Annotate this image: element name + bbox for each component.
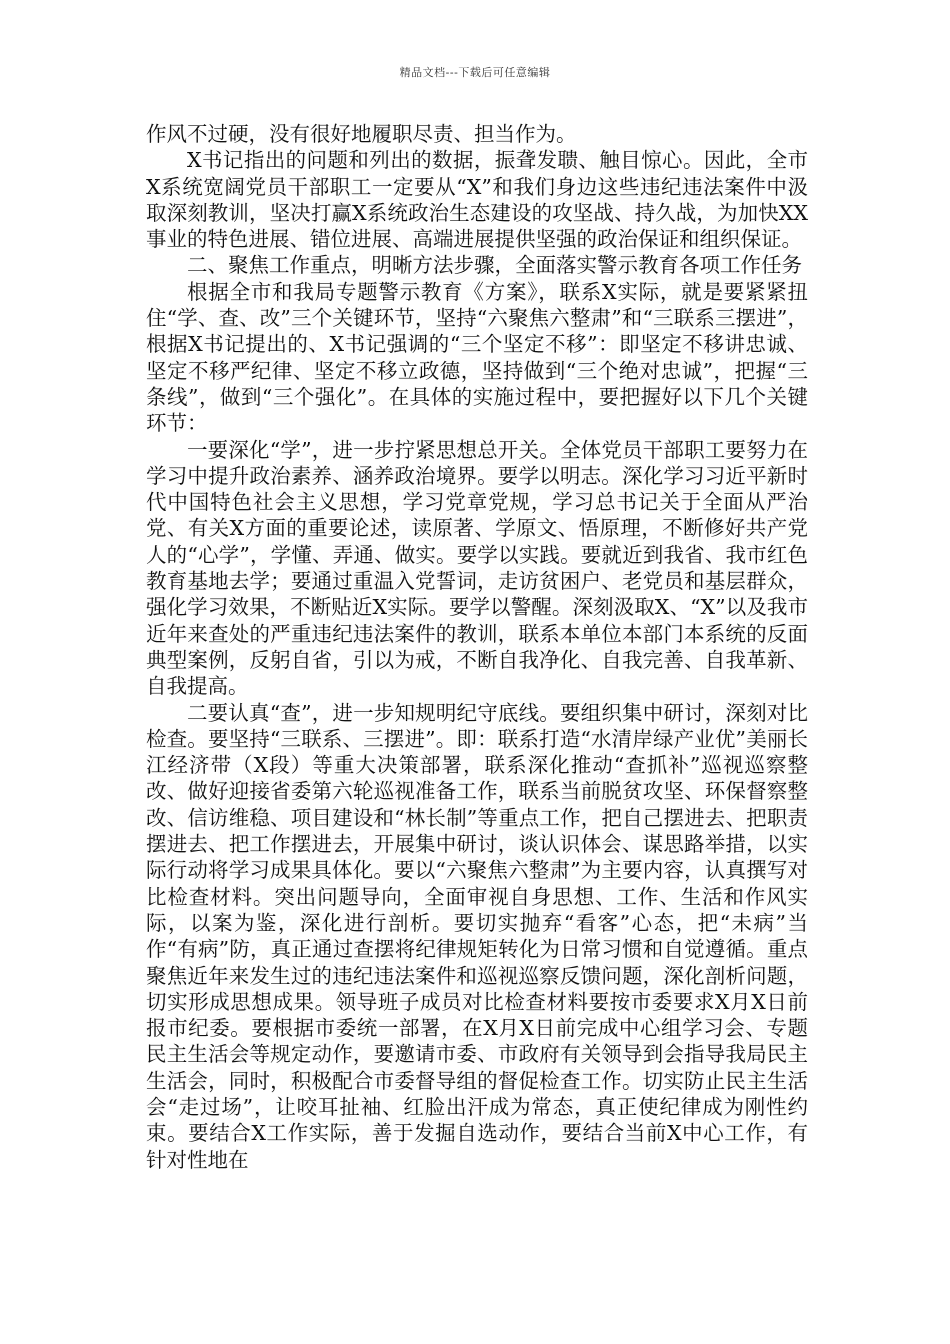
paragraph-continuation: 作风不过硬，没有很好地履职尽责、担当作为。 xyxy=(146,122,577,146)
paragraph-study: 一要深化“学”，进一步拧紧思想总开关。全体党员干部职工要努力在学习中提升政治素养、涵养政治境界。要学以明志。深化学习习近平新时代中国特色社会主义思想，学习党章党规，学习总书记关于全面从严治党、有关X方面的重要论述，读原著、学原文、悟原理，不断修好共产党人的“心学”，学懂、弄通、做实。要学以实践。要就近到我省、我市红色教育基地去学；要通过重温入党誓词，走访贫困户、老党员和基层群众，强化学习效果，不断贴近X实际。要学以警醒。深刻汲取X、“X”以及我市近年来查处的严重违纪违法案件的教训，联系本单位本部门本系统的反面典型案例，反躬自省，引以为戒，不断自我净化、自我完善、自我革新、自我提高。 xyxy=(146,437,808,699)
section-heading-two: 二、聚焦工作重点，明晰方法步骤，全面落实警示教育各项工作任务 xyxy=(187,253,802,278)
paragraph-plan: 根据全市和我局专题警示教育《方案》，联系X实际，就是要紧紧扭住“学、查、改”三个关键环节，坚持“六聚焦六整肃”和“三联系三摆进”，根据X书记提出的、X书记强调的“三个坚定不移”：即坚定不移讲忠诚、坚定不移严纪律、坚定不移立政德，坚持做到“三个绝对忠诚”，把握“三条线”，做到“三个强化”。在具体的实施过程中，要把握好以下几个关键环节： xyxy=(146,279,808,436)
paragraph-lesson: X书记指出的问题和列出的数据，振聋发聩、触目惊心。因此，全市X系统宽阔党员干部职工一定要从“X”和我们身边这些违纪违法案件中汲取深刻教训，坚决打赢X系统政治生态建设的攻坚战、持久战，为加快XX事业的特色进展、错位进展、高端进展提供坚强的政治保证和组织保证。 xyxy=(146,148,808,252)
paragraph-check: 二要认真“查”，进一步知规明纪守底线。要组织集中研讨，深刻对比检查。要坚持“三联系、三摆进”。即：联系打造“水清岸绿产业优”美丽长江经济带（X段）等重大决策部署，联系深化推动“查抓补”巡视巡察整改、做好迎接省委第六轮巡视准备工作，联系当前脱贫攻坚、环保督察整改、信访维稳、项目建设和“林长制”等重点工作，把自己摆进去、把职责摆进去、把工作摆进去，开展集中研讨，谈认识体会、谋思路举措，以实际行动将学习成果具体化。要以“六聚焦六整肃”为主要内容，认真撰写对比检查材料。突出问题导向，全面审视自身思想、工作、生活和作风实际，以案为鉴，深化进行剖析。要切实抛弃“看客”心态，把“未病”当作“有病”防，真正通过查摆将纪律规矩转化为日常习惯和自觉遵循。重点聚焦近年来发生过的违纪违法案件和巡视巡察反馈问题，深化剖析问题，切实形成思想成果。领导班子成员对比检查材料要按市委要求X月X日前报市纪委。要根据市委统一部署，在X月X日前完成中心组学习会、专题民主生活会等规定动作，要邀请市委、市政府有关领导到会指导我局民主生活会，同时，积极配合市委督导组的督促检查工作。切实防止民主生活会“走过场”，让咬耳扯袖、红脸出汗成为常态，真正使纪律成为刚性约束。要结合X工作实际，善于发掘自选动作，要结合当前X中心工作，有针对性地在 xyxy=(146,700,808,1172)
document-body xyxy=(146,121,808,1173)
page-header: 精品文档---下载后可任意编辑 xyxy=(399,66,551,79)
